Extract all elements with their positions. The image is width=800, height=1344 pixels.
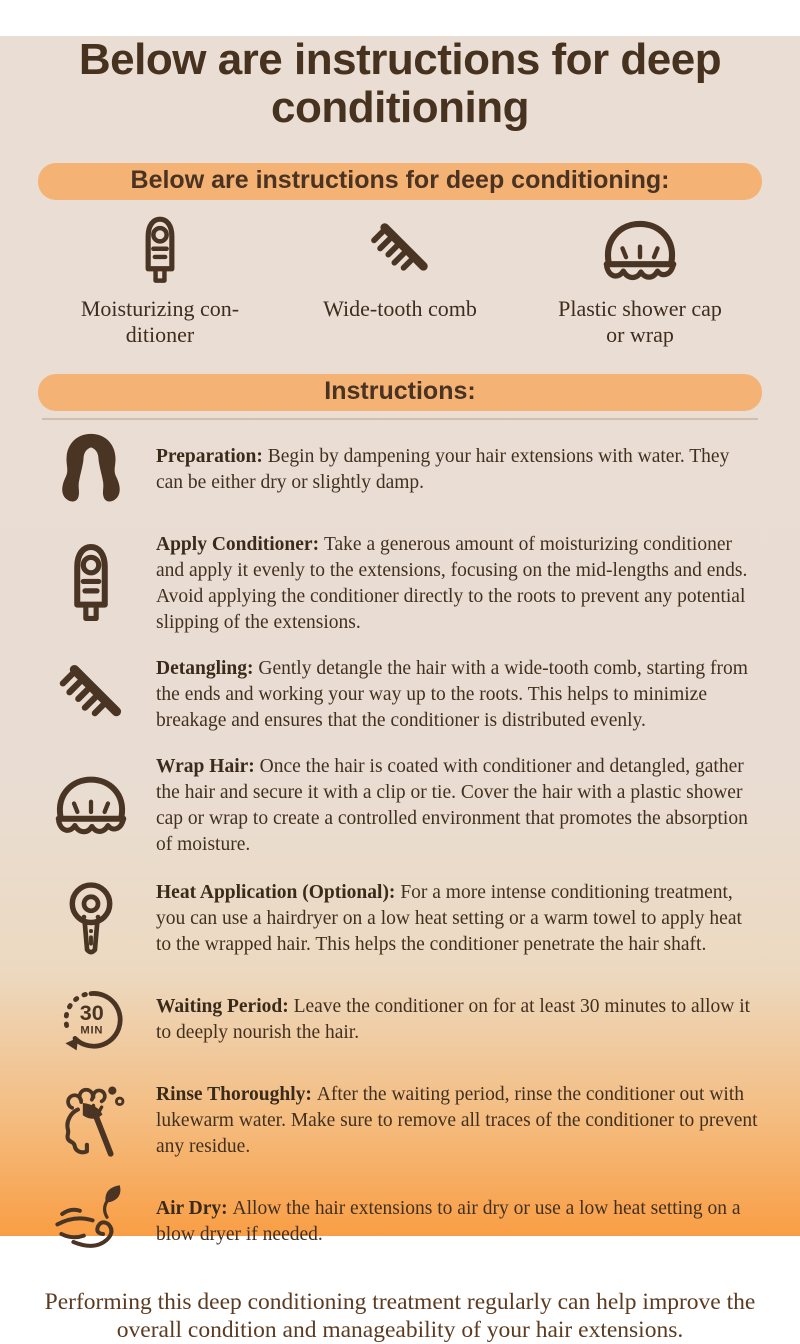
step-label: Preparation:: [156, 446, 268, 468]
step-body: Begin by dampening your hair extensions with water. They can be either dry or slightly damp.: [156, 446, 730, 494]
divider: [42, 418, 758, 420]
steps-list: [0, 428, 800, 1262]
step-detangling: [42, 656, 760, 734]
rinse-hair-icon: [42, 1080, 140, 1162]
page-title: Below are instructions for deep conditioning: [78, 35, 722, 132]
timer-value: 30: [79, 1000, 104, 1026]
step-body: Take a generous amount of moisturizing conditioner and apply it evenly to the extensions, focusing on the mid-lengths and ends. Avoid applying the conditioner directly to the roots to prevent any potential slipping of the extensions.: [156, 534, 748, 634]
conditioner-bottle-icon: [43, 214, 277, 288]
timer-30min-icon: [42, 980, 140, 1060]
step-label: Heat Application (Optional):: [156, 882, 401, 904]
supply-label: Wide-tooth comb: [323, 296, 477, 322]
step-body: Allow the hair extensions to air dry or use a low heat setting on a blow dryer if needed.: [156, 1198, 741, 1246]
step-label: Apply Conditioner:: [156, 534, 324, 556]
comb-icon: [290, 214, 510, 288]
comb-icon: [42, 656, 140, 734]
step-body: For a more intense conditioning treatment, you can use a hairdryer on a low heat setting or a warm towel to apply heat to the wrapped hair. This helps the conditioner penetrate the hair shaft.: [156, 882, 742, 956]
supply-item-shower-cap: [523, 214, 757, 348]
conditioner-bottle-icon: [42, 541, 140, 627]
supply-label: Plastic shower cap or wrap: [558, 296, 722, 348]
step-label: Rinse Thoroughly:: [156, 1084, 317, 1106]
footer-note: Performing this deep conditioning treatment regularly can help improve the overall condition and manageability of your hair extensions.: [44, 1289, 756, 1344]
supply-label: Moisturizing con- ditioner: [80, 296, 240, 348]
step-body: Gently detangle the hair with a wide-tooth comb, starting from the ends and working your way up to the roots. This helps to minimize breakage and ensures that the conditioner is distributed evenly.: [156, 658, 748, 732]
step-body: Once the hair is coated with conditioner and detangled, gather the hair and secure it with a clip or tie. Cover the hair with a plastic shower cap or wrap to create a controlled environment that promotes the absorption of moisture.: [156, 756, 748, 856]
infographic-page: [0, 35, 800, 1344]
hair-icon: [42, 428, 140, 512]
step-body: Leave the conditioner on for at least 30 minutes to allow it to deeply nourish the hair.: [156, 996, 751, 1044]
step-heat-application: [42, 878, 760, 960]
supplies-row: [43, 214, 757, 348]
step-waiting-period: [42, 980, 760, 1060]
supplies-banner: Below are instructions for deep conditioning:: [38, 163, 762, 200]
supply-item-conditioner: [43, 214, 277, 348]
step-body: After the waiting period, rinse the conditioner out with lukewarm water. Make sure to remove all traces of the conditioner to prevent any residue.: [156, 1084, 758, 1158]
step-apply-conditioner: [42, 532, 760, 636]
instructions-banner: Instructions:: [38, 374, 762, 411]
air-dry-icon: [42, 1182, 140, 1262]
step-air-dry: [42, 1182, 760, 1262]
step-rinse-thoroughly: [42, 1080, 760, 1162]
step-label: Air Dry:: [156, 1198, 233, 1220]
step-label: Detangling:: [156, 658, 259, 680]
step-preparation: [42, 428, 760, 512]
step-label: Wrap Hair:: [156, 756, 260, 778]
shower-cap-icon: [523, 214, 757, 288]
shower-cap-icon: [42, 772, 140, 840]
step-wrap-hair: [42, 754, 760, 858]
timer-unit: MIN: [80, 1024, 104, 1037]
hairdryer-icon: [42, 878, 140, 960]
step-label: Waiting Period:: [156, 996, 294, 1018]
supply-item-comb: [290, 214, 510, 348]
